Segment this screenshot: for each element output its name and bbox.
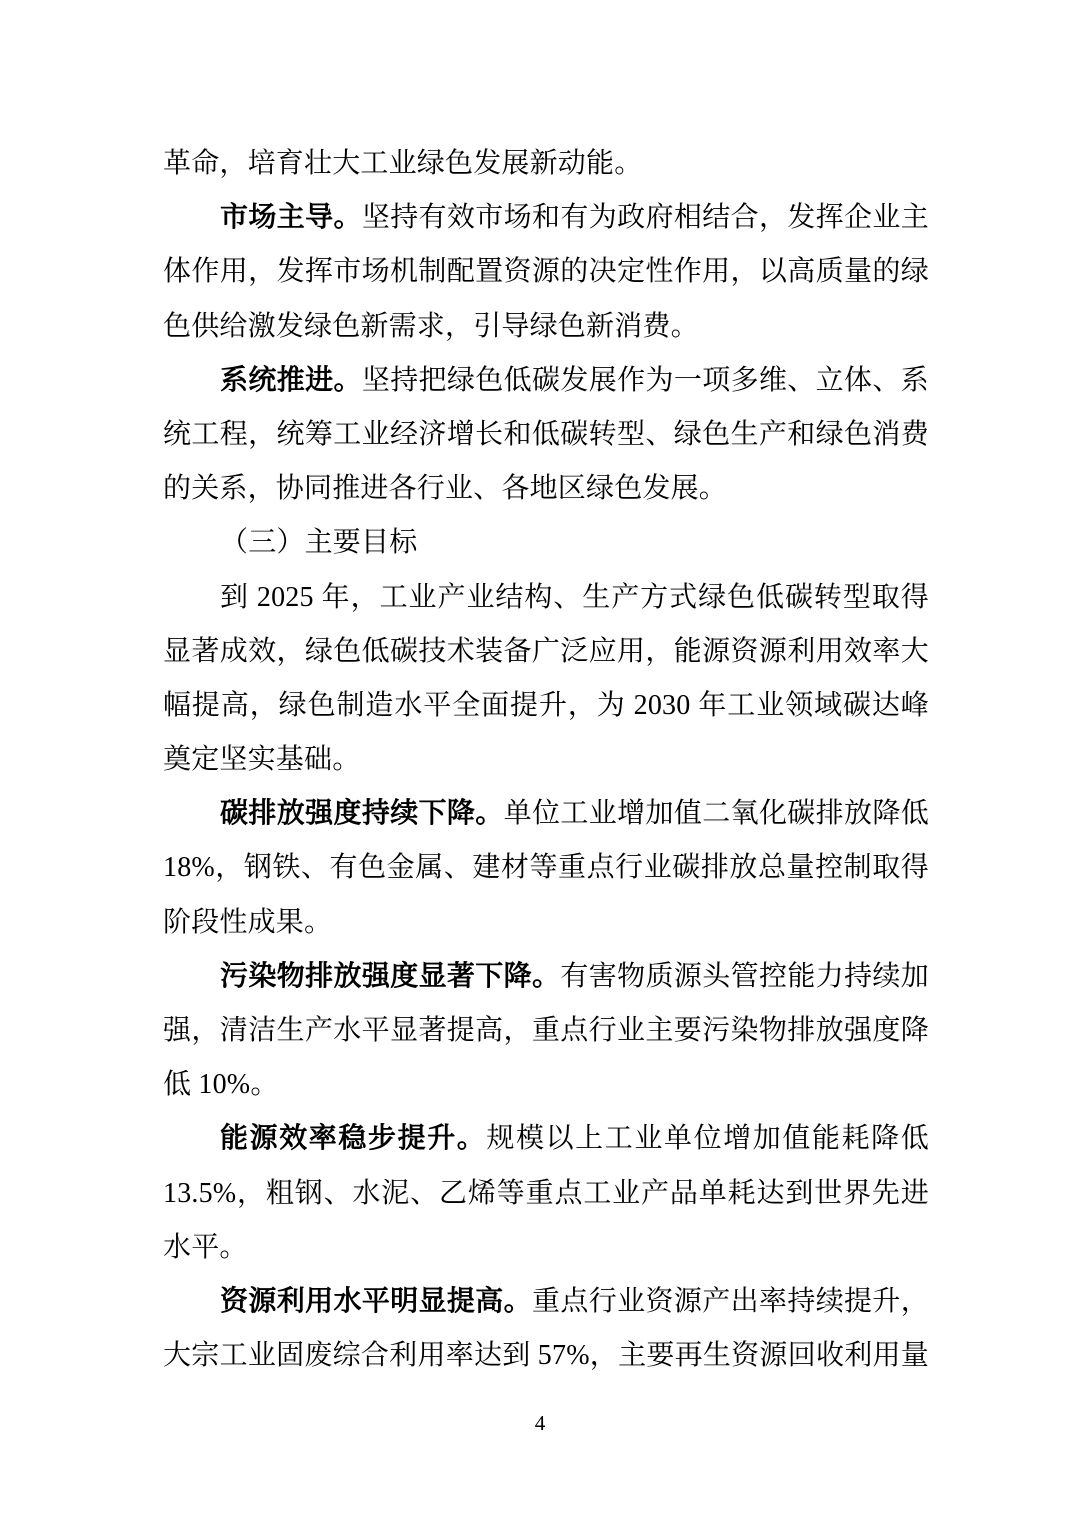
section-heading bbox=[163, 516, 929, 570]
line-text: 显著成效，绿色低碳技术装备广泛应用，能源资源利用效率大 bbox=[163, 635, 929, 667]
line-text: 规模以上工业单位增加值能耗降低 bbox=[486, 1123, 929, 1155]
line-text: 有害物质源头管控能力持续加 bbox=[560, 960, 929, 992]
paragraph bbox=[163, 354, 929, 517]
text-line bbox=[163, 137, 929, 191]
text-line bbox=[163, 516, 929, 570]
line-text: 统工程，统筹工业经济增长和低碳转型、绿色生产和绿色消费 bbox=[163, 418, 929, 450]
bold-lead: 市场主导。 bbox=[220, 202, 362, 234]
text-line bbox=[163, 1275, 929, 1329]
line-text: 革命，培育壮大工业绿色发展新动能。 bbox=[163, 148, 643, 179]
text-line bbox=[163, 300, 929, 354]
text-line bbox=[163, 733, 929, 787]
line-text: 坚持把绿色低碳发展作为一项多维、立体、系 bbox=[361, 364, 929, 396]
line-text: 重点行业资源产出率持续提升， bbox=[532, 1285, 929, 1317]
bold-lead: 资源利用水平明显提高。 bbox=[220, 1285, 533, 1317]
line-text: 到 2025 年，工业产业结构、生产方式绿色低碳转型取得 bbox=[220, 581, 929, 613]
text-line bbox=[163, 1112, 929, 1166]
text-line bbox=[163, 679, 929, 733]
bold-lead: 系统推进。 bbox=[220, 364, 362, 396]
line-text: 低 10%。 bbox=[163, 1069, 279, 1101]
line-text: 13.5%，粗钢、水泥、乙烯等重点工业产品单耗达到世界先进 bbox=[163, 1177, 929, 1209]
page-number: 4 bbox=[534, 1411, 546, 1435]
paragraph bbox=[163, 950, 929, 1113]
line-text: 坚持有效市场和有为政府相结合，发挥企业主 bbox=[361, 202, 929, 234]
text-line bbox=[163, 950, 929, 1004]
text-line bbox=[163, 354, 929, 408]
text-line bbox=[163, 787, 929, 841]
bold-lead: 碳排放强度持续下降。 bbox=[220, 798, 504, 830]
line-text: 色供给激发绿色新需求，引导绿色新消费。 bbox=[163, 310, 699, 342]
page-content bbox=[163, 137, 929, 1383]
text-line bbox=[163, 191, 929, 245]
text-line bbox=[163, 1167, 929, 1221]
text-line bbox=[163, 625, 929, 679]
line-text: 大宗工业固废综合利用率达到 57%，主要再生资源回收利用量 bbox=[163, 1340, 929, 1372]
line-text: 幅提高，绿色制造水平全面提升，为 2030 年工业领域碳达峰 bbox=[163, 689, 929, 721]
bold-lead: 能源效率稳步提升。 bbox=[220, 1123, 487, 1155]
text-line bbox=[163, 841, 929, 895]
line-text: 阶段性成果。 bbox=[163, 906, 333, 938]
paragraph bbox=[163, 1112, 929, 1275]
paragraph bbox=[163, 1275, 929, 1383]
text-line bbox=[163, 462, 929, 516]
line-text: 强，清洁生产水平显著提高，重点行业主要污染物排放强度降 bbox=[163, 1015, 929, 1046]
paragraph bbox=[163, 137, 929, 191]
line-text: 体作用，发挥市场机制配置资源的决定性作用，以高质量的绿 bbox=[163, 256, 929, 288]
bold-lead: 污染物排放强度显著下降。 bbox=[220, 960, 561, 992]
paragraph bbox=[163, 787, 929, 950]
text-line bbox=[163, 1221, 929, 1275]
text-line bbox=[163, 408, 929, 462]
text-line bbox=[163, 245, 929, 299]
paragraph bbox=[163, 191, 929, 354]
line-text: 奠定坚实基础。 bbox=[163, 744, 361, 776]
line-text: 单位工业增加值二氧化碳排放降低 bbox=[503, 798, 929, 830]
text-line bbox=[163, 1058, 929, 1112]
text-line bbox=[163, 571, 929, 625]
paragraph bbox=[163, 571, 929, 788]
text-line bbox=[163, 896, 929, 950]
text-line bbox=[163, 1329, 929, 1383]
line-text: 18%，钢铁、有色金属、建材等重点行业碳排放总量控制取得 bbox=[163, 852, 929, 884]
line-text: 水平。 bbox=[163, 1231, 248, 1263]
line-text: 的关系，协同推进各行业、各地区绿色发展。 bbox=[163, 473, 728, 505]
line-text: （三）主要目标 bbox=[220, 527, 418, 559]
text-line bbox=[163, 1004, 929, 1058]
